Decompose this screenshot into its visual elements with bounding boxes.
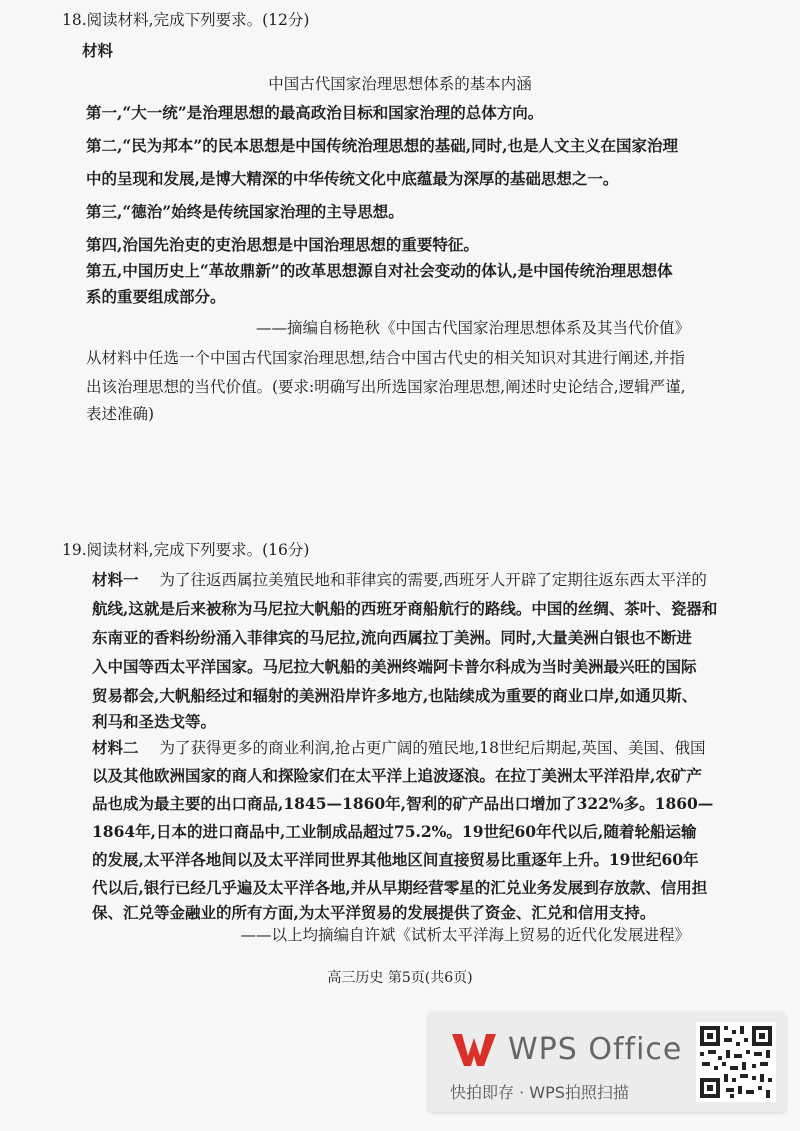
q19-material-2-line-4: 1864年,日本的进口商品中,工业制成品超过75.2%。19世纪60年代以后,随着轮船运输: [92, 822, 697, 841]
q18-point-2b: 中的呈现和发展,是博大精深的中华传统文化中底蕴最为深厚的基础思想之一。: [86, 169, 619, 188]
q19-material-2-line-6: 代以后,银行已经几乎遍及太平洋各地,并从早期经营零星的汇兑业务发展到存放款、信用担: [92, 878, 708, 897]
wps-brand-text: WPS Office: [508, 1032, 683, 1067]
q19-material-2-line-2: 以及其他欧洲国家的商人和探险家们在太平洋上追波逐浪。在拉丁美洲太平洋沿岸,农矿产: [92, 766, 702, 785]
q18-point-2a: 第二,“民为邦本”的民本思想是中国传统治理思想的基础,同时,也是人文主义在国家治理: [86, 136, 679, 155]
q18-material-label: 材料: [82, 41, 114, 60]
q19-material-2-line-1: [92, 738, 705, 758]
q18-point-4: 第四,治国先治吏的吏治思想是中国治理思想的重要特征。: [86, 235, 479, 254]
q18-question-line-2: 出该治理思想的当代价值。(要求:明确写出所选国家治理思想,阐述时史论结合,逻辑严谨,: [86, 378, 686, 396]
q18-question-line-1: 从材料中任选一个中国古代国家治理思想,结合中国古代史的相关知识对其进行阐述,并指: [86, 349, 685, 367]
wps-logo-icon: [450, 1030, 498, 1070]
q19-material-1-line-6: 利马和圣迭戈等。: [92, 712, 217, 731]
q19-material-1-line-5: 贸易都会,大帆船经过和辐射的美洲沿岸许多地方,也陆续成为重要的商业口岸,如通贝斯、: [92, 686, 698, 705]
q19-material-1-line-3: 东南亚的香料纷纷涌入菲律宾的马尼拉,流向西属拉丁美洲。同时,大量美洲白银也不断进: [92, 628, 692, 647]
q19-material-2-line-7: 保、汇兑等金融业的所有方面,为太平洋贸易的发展提供了资金、汇兑和信用支持。: [92, 903, 656, 922]
q18-point-3: 第三,“德治”始终是传统国家治理的主导思想。: [86, 202, 404, 221]
q18-question-line-3: 表述准确): [86, 405, 155, 423]
q18-point-1: 第一,“大一统”是治理思想的最高政治目标和国家治理的总体方向。: [86, 103, 544, 122]
q19-material-2-line-3: 品也成为最主要的出口商品,1845—1860年,智利的矿产品出口增加了322%多。1860—: [92, 794, 714, 813]
q18-point-5b: 系的重要组成部分。: [86, 287, 226, 306]
q19-material-1-line-1: [92, 570, 707, 590]
q18-heading: 18.阅读材料,完成下列要求。(12分): [62, 11, 310, 29]
q19-material-1-line-4: 入中国等西太平洋国家。马尼拉大帆船的美洲终端阿卡普尔科成为当时美洲最兴旺的国际: [92, 657, 697, 676]
q19-material-1-label: 材料一: [92, 570, 139, 589]
q19-material-2-label: 材料二: [92, 738, 139, 757]
wps-tagline: 快拍即存 · WPS拍照扫描: [450, 1083, 629, 1102]
q19-heading: 19.阅读材料,完成下列要求。(16分): [62, 541, 310, 559]
wps-watermark: [428, 1012, 786, 1112]
q19-material-2-line-5: 的发展,太平洋各地间以及太平洋同世界其他地区间直接贸易比重逐年上升。19世纪60年: [92, 850, 699, 869]
q18-point-5a: 第五,中国历史上“革故鼎新”的改革思想源自对社会变动的体认,是中国传统治理思想体: [86, 261, 673, 280]
q18-material-title: 中国古代国家治理思想体系的基本内涵: [268, 75, 532, 93]
q19-material-1-text: 为了往返西属拉美殖民地和菲律宾的需要,西班牙人开辟了定期往返东西太平洋的: [159, 571, 707, 589]
q18-attribution: ——摘编自杨艳秋《中国古代国家治理思想体系及其当代价值》: [255, 319, 690, 337]
q19-attribution: ——以上均摘编自许斌《试析太平洋海上贸易的近代化发展进程》: [240, 926, 690, 944]
q19-material-1-line-2: 航线,这就是后来被称为马尼拉大帆船的西班牙商船航行的路线。中国的丝绸、茶叶、瓷器和: [92, 599, 718, 618]
q19-material-2-text: 为了获得更多的商业利润,抢占更广阔的殖民地,18世纪后期起,英国、美国、俄国: [159, 739, 706, 757]
page-footer: 高三历史 第5页(共6页): [327, 970, 473, 986]
qr-code-icon: [696, 1022, 776, 1102]
